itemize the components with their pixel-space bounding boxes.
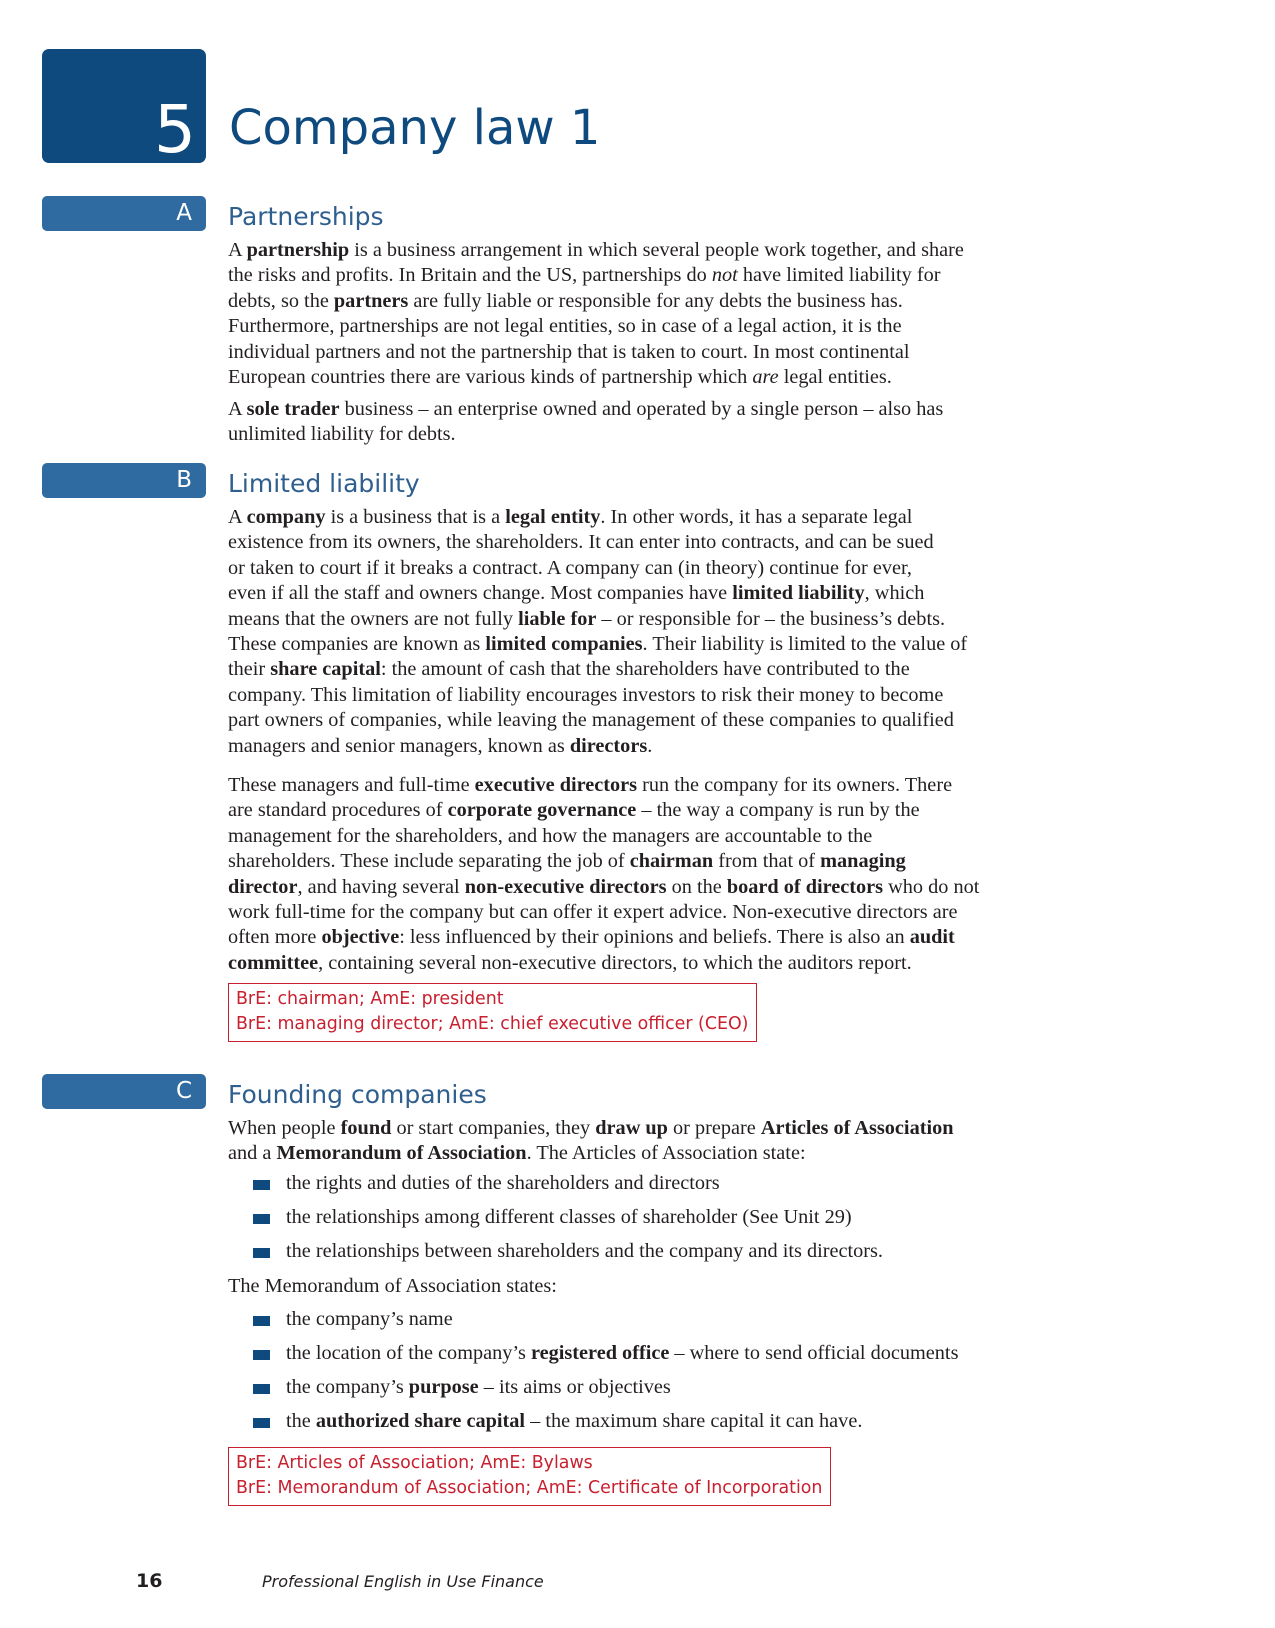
section-tab-b bbox=[42, 463, 206, 498]
emphasis-are: are bbox=[752, 366, 779, 389]
text-line: debts, so the partners are fully liable or responsible for any debts the business has. bbox=[228, 289, 903, 312]
emphasis-not: not bbox=[711, 264, 738, 287]
square-bullet-icon bbox=[253, 1384, 270, 1394]
section-tab-c bbox=[42, 1074, 206, 1109]
square-bullet-icon bbox=[253, 1248, 270, 1258]
book-title: Professional English in Use Finance bbox=[262, 1572, 544, 1591]
text-line: company. This limitation of liability encourages investors to risk their money to become bbox=[228, 683, 944, 706]
term-partners: partners bbox=[333, 289, 409, 312]
page-number: 16 bbox=[136, 1570, 163, 1592]
text-line: management for the shareholders, and how the managers are accountable to the bbox=[228, 824, 873, 847]
text-line: The Memorandum of Association states: bbox=[228, 1275, 557, 1297]
text-line: or taken to court if it breaks a contract. A company can (in theory) continue for ever, bbox=[228, 556, 912, 579]
list-item: the company’s purpose – its aims or objectives bbox=[228, 1370, 958, 1404]
articles-bullet-list bbox=[228, 1166, 883, 1268]
text-line: and a Memorandum of Association. The Articles of Association state: bbox=[228, 1142, 806, 1165]
text-line: shareholders. These include separating the job of chairman from that of managing bbox=[228, 850, 906, 873]
term-partnership: partnership bbox=[246, 239, 350, 261]
text-line: often more objective: less influenced by their opinions and beliefs. There is also an audit bbox=[228, 926, 955, 949]
note-line: BrE: chairman; AmE: president bbox=[236, 989, 504, 1009]
text-line: the risks and profits. In Britain and the US, partnerships do not have limited liability for bbox=[228, 264, 941, 287]
unit-title: Company law 1 bbox=[229, 100, 601, 156]
list-item: the relationships between shareholders and the company and its directors. bbox=[228, 1234, 883, 1268]
section-tab-a bbox=[42, 196, 206, 231]
list-item: the location of the company’s registered office – where to send official documents bbox=[228, 1336, 958, 1370]
text-line: are standard procedures of corporate governance – the way a company is run by the bbox=[228, 799, 920, 822]
square-bullet-icon bbox=[253, 1180, 270, 1190]
text-line: even if all the staff and owners change. Most companies have limited liability, which bbox=[228, 582, 925, 605]
memorandum-bullet-list bbox=[228, 1302, 958, 1438]
limited-liability-paragraph-2 bbox=[228, 773, 1028, 976]
text-line: European countries there are various kinds of partnership which are legal entities. bbox=[228, 366, 892, 389]
text-line: A company is a business that is a legal entity. In other words, it has a separate legal bbox=[228, 506, 913, 528]
limited-liability-paragraph-1 bbox=[228, 505, 1028, 759]
list-item: the rights and duties of the shareholders and directors bbox=[228, 1166, 883, 1200]
section-title-b: Limited liability bbox=[228, 469, 420, 498]
unit-number-box bbox=[42, 49, 206, 168]
text-line: A sole trader business – an enterprise owned and operated by a single person – also has bbox=[228, 398, 944, 420]
partnerships-paragraph-1 bbox=[228, 238, 1028, 390]
text-line: committee, containing several non-executive directors, to which the auditors report. bbox=[228, 951, 912, 974]
text-line: individual partners and not the partnership that is taken to court. In most continental bbox=[228, 340, 910, 363]
text-line: existence from its owners, the shareholders. It can enter into contracts, and can be sued bbox=[228, 531, 934, 554]
text-line: director, and having several non-executive directors on the board of directors who do not bbox=[228, 875, 980, 898]
term-sole-trader: sole trader bbox=[246, 398, 340, 420]
note-line: BrE: managing director; AmE: chief executive officer (CEO) bbox=[236, 1014, 749, 1034]
list-item: the relationships among different classes of shareholder (See Unit 29) bbox=[228, 1200, 883, 1234]
section-title-c: Founding companies bbox=[228, 1080, 487, 1109]
text-line: Furthermore, partnerships are not legal entities, so in case of a legal action, it is the bbox=[228, 315, 902, 338]
text-line: When people found or start companies, they draw up or prepare Articles of Association bbox=[228, 1117, 954, 1139]
square-bullet-icon bbox=[253, 1418, 270, 1428]
text-line: their share capital: the amount of cash that the shareholders have contributed to the bbox=[228, 658, 910, 681]
text-line: These companies are known as limited companies. Their liability is limited to the value of bbox=[228, 633, 968, 656]
square-bullet-icon bbox=[253, 1316, 270, 1326]
language-note-b bbox=[228, 983, 757, 1042]
founding-paragraph-1 bbox=[228, 1116, 1028, 1167]
section-title-a: Partnerships bbox=[228, 202, 384, 231]
text-line: means that the owners are not fully liable for – or responsible for – the business’s debts. bbox=[228, 607, 946, 630]
unit-number: 5 bbox=[154, 91, 196, 168]
text-line: A partnership is a business arrangement in which several people work together, and share bbox=[228, 239, 964, 261]
text-line: unlimited liability for debts. bbox=[228, 423, 456, 446]
section-letter-c: C bbox=[175, 1078, 192, 1104]
text-line: part owners of companies, while leaving the management of these companies to qualified bbox=[228, 709, 954, 732]
section-letter-b: B bbox=[176, 467, 192, 493]
text-line: These managers and full-time executive directors run the company for its owners. There bbox=[228, 774, 953, 796]
text-line: work full-time for the company but can offer it expert advice. Non-executive directors are bbox=[228, 901, 958, 924]
list-item: the company’s name bbox=[228, 1302, 958, 1336]
language-note-c bbox=[228, 1447, 831, 1506]
note-line: BrE: Articles of Association; AmE: Bylaws bbox=[236, 1453, 593, 1473]
section-letter-a: A bbox=[176, 200, 192, 226]
text-line: managers and senior managers, known as directors. bbox=[228, 734, 653, 757]
founding-paragraph-2 bbox=[228, 1274, 1028, 1299]
square-bullet-icon bbox=[253, 1214, 270, 1224]
list-item: the authorized share capital – the maximum share capital it can have. bbox=[228, 1404, 958, 1438]
note-line: BrE: Memorandum of Association; AmE: Certificate of Incorporation bbox=[236, 1478, 823, 1498]
square-bullet-icon bbox=[253, 1350, 270, 1360]
partnerships-paragraph-2 bbox=[228, 397, 1028, 448]
